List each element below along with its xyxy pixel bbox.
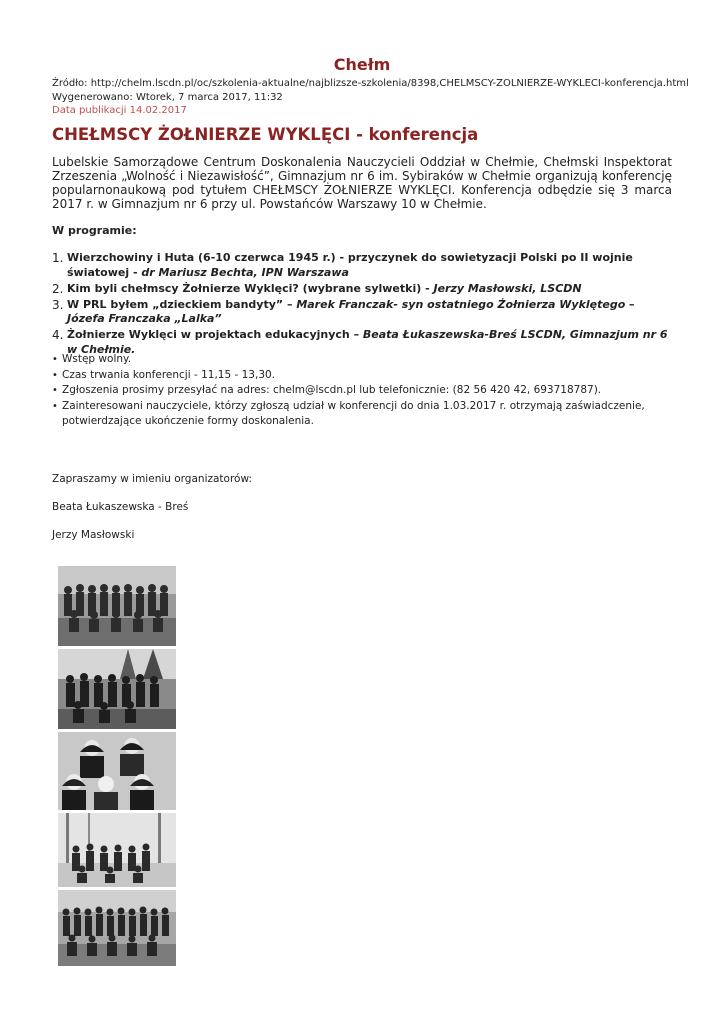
program-item-number: 2. [52, 281, 64, 296]
note-text: Zainteresowani nauczyciele, którzy zgłoszą udział w konferencji do dnia 1.03.2017 r. otrzymają zaświadczenie, potwierdzające ukończenie formy doskonalenia. [62, 399, 645, 427]
generated-date: Wygenerowano: Wtorek, 7 marca 2017, 11:32 [52, 92, 283, 103]
source-url: Źródło: http://chelm.lscdn.pl/oc/szkolenia-aktualne/najblizsze-szkolenia/8398,CHELMSCY-ZOLNIERZE-WYKLECI-konferencja.html [52, 78, 689, 89]
signature-1: Beata Łukaszewska - Breś [52, 501, 189, 513]
program-item-speaker: Marek Franczak- syn ostatniego Żołnierza Wyklętego – Józefa Franczaka „Lalka” [67, 297, 635, 325]
bullet-icon: • [52, 369, 58, 381]
note-item [52, 383, 672, 399]
notes-list [52, 352, 672, 430]
group-photo-4[interactable] [58, 813, 176, 887]
program-list [52, 251, 672, 359]
program-item-speaker: dr Mariusz Bechta, IPN Warszawa [141, 265, 349, 279]
program-item-number: 1. [52, 251, 64, 265]
bullet-icon: • [52, 354, 58, 365]
bullet-icon: • [52, 385, 58, 396]
program-item-topic: Wierzchowiny i Huta (6-10 czerwca 1945 r.) - przyczynek do sowietyzacji Polski po II wojnie światowej - [67, 251, 633, 279]
portrait-photo-3[interactable] [58, 732, 176, 810]
program-item-topic: Żołnierze Wyklęci w projektach edukacyjnych – [67, 328, 363, 341]
program-item-speaker: Beata Łukaszewska-Breś LSCDN, Gimnazjum nr 6 w Chełmie. [67, 328, 668, 356]
note-item [52, 352, 672, 368]
note-text: Wstęp wolny. [62, 353, 132, 365]
publication-date: Data publikacji 14.02.2017 [52, 105, 187, 116]
article-intro: Lubelskie Samorządowe Centrum Doskonalenia Nauczycieli Oddział w Chełmie, Chełmski Inspektorat Zrzeszenia „Wolność i Niezawisłość”, Gimnazjum nr 6 im. Sybiraków w Chełmie organizują konferencję popularnonaukową pod tytułem CHEŁMSCY ŻOŁNIERZE WYKLĘCI. Konferencja odbędzie się 3 marca 2017 r. w Gimnazjum nr 6 przy ul. Powstańców Warszawy 10 w Chełmie. [52, 155, 672, 211]
program-item-number: 3. [52, 297, 64, 312]
group-photo-2[interactable] [58, 649, 176, 729]
program-item [52, 251, 672, 280]
note-text: Zgłoszenia prosimy przesyłać na adres: chelm@lscdn.pl lub telefonicznie: (82 56 420 42, 693718787). [62, 384, 602, 396]
bullet-icon: • [52, 400, 58, 412]
signature-2: Jerzy Masłowski [52, 529, 135, 541]
program-item [52, 298, 672, 327]
program-item [52, 282, 672, 297]
program-item-topic: Kim byli chełmscy Żołnierze Wyklęci? (wybrane sylwetki) - [67, 281, 434, 295]
article-title: CHEŁMSCY ŻOŁNIERZE WYKLĘCI - konferencja [52, 125, 479, 144]
note-text: Czas trwania konferencji - 11,15 - 13,30. [62, 368, 276, 381]
group-photo-1[interactable] [58, 566, 176, 646]
invitation-text: Zapraszamy w imieniu organizatorów: [52, 473, 253, 485]
photo-gallery [58, 566, 176, 969]
group-photo-5[interactable] [58, 890, 176, 966]
program-item-topic: W PRL byłem „dzieckiem bandyty” – [67, 297, 297, 311]
site-title: Chełm [333, 55, 391, 74]
program-heading: W programie: [52, 224, 137, 237]
note-item [52, 368, 672, 384]
note-item [52, 399, 672, 430]
program-item-speaker: Jerzy Masłowski, LSCDN [433, 281, 582, 295]
program-item-number: 4. [52, 328, 64, 342]
